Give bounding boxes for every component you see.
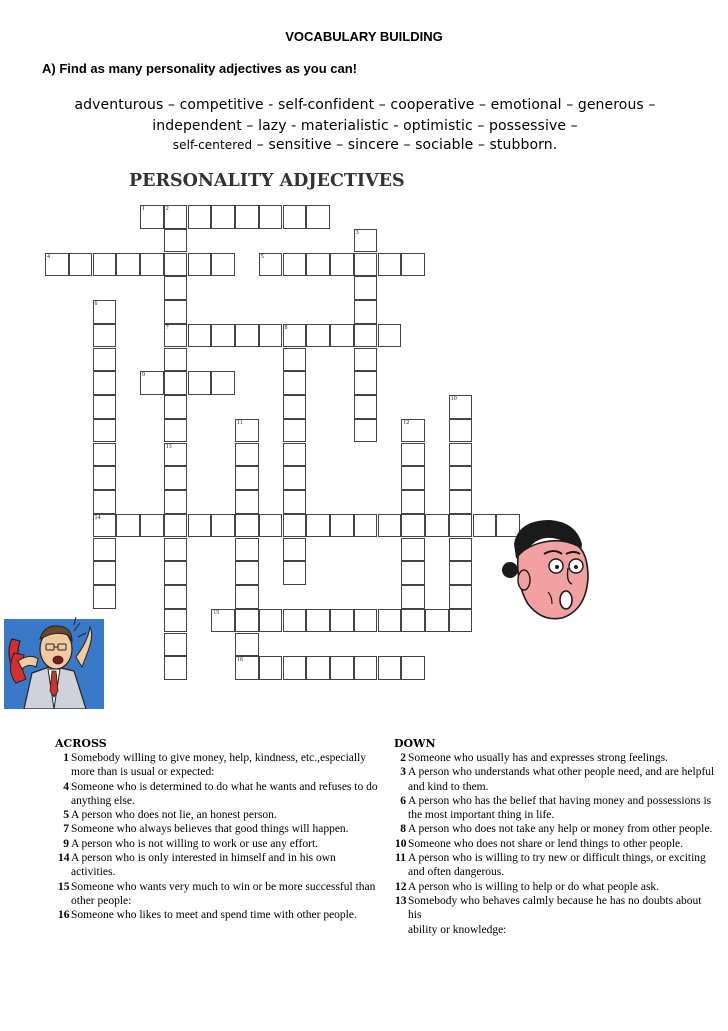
crossword-cell[interactable]	[401, 561, 425, 585]
crossword-cell[interactable]	[235, 609, 259, 633]
down-clue-2	[395, 751, 715, 765]
crossword-cell[interactable]	[354, 419, 378, 443]
crossword-cell[interactable]	[116, 253, 140, 277]
crossword-cell[interactable]	[93, 443, 117, 467]
crossword-cell[interactable]	[235, 656, 259, 680]
crossword-cell[interactable]	[235, 466, 259, 490]
crossword-cell[interactable]	[283, 443, 307, 467]
crossword-clue-number: 13	[165, 443, 172, 450]
crossword-cell[interactable]	[259, 324, 283, 348]
page-title: VOCABULARY BUILDING	[285, 29, 443, 44]
crossword-cell[interactable]	[401, 490, 425, 514]
clue-number: 11	[395, 852, 406, 865]
clue-text: A person who has the belief that having money and possessions is	[408, 794, 712, 807]
clue-text: and kind to them.	[408, 780, 489, 793]
crossword-cell[interactable]	[164, 205, 188, 229]
crossword-cell[interactable]	[235, 538, 259, 562]
crossword-cell[interactable]	[235, 419, 259, 443]
clue-text: A person who does not take any help or money from other people.	[408, 823, 713, 836]
crossword-cell[interactable]	[164, 466, 188, 490]
crossword-cell[interactable]	[401, 656, 425, 680]
crossword-cell[interactable]	[401, 419, 425, 443]
crossword-cell[interactable]	[164, 585, 188, 609]
crossword-clue-number: 7	[165, 324, 169, 331]
clue-text: Somebody willing to give money, help, kindness, etc.,especially	[71, 752, 367, 764]
crossword-cell[interactable]	[93, 253, 117, 277]
clue-text: Somebody who behaves calmly because he has no doubts about his	[408, 894, 702, 922]
crossword-cell[interactable]	[93, 395, 117, 419]
crossword-clue-number: 16	[237, 657, 243, 664]
crossword-cell[interactable]	[211, 514, 235, 538]
down-clue-13	[395, 894, 715, 937]
crossword-cell[interactable]	[425, 609, 449, 633]
crossword-cell[interactable]	[259, 253, 283, 277]
clue-number: 7	[63, 823, 69, 836]
crossword-cell[interactable]	[164, 229, 188, 253]
clue-text: A person who is willing to try new or difficult things, or exciting	[408, 852, 706, 865]
crossword-cell[interactable]	[164, 443, 188, 467]
crossword-cell[interactable]	[235, 633, 259, 657]
clue-number: 1	[63, 752, 69, 764]
clue-text: Someone who wants very much to win or be more successful than	[71, 880, 376, 893]
across-clues	[58, 751, 378, 923]
crossword-cell[interactable]	[283, 253, 307, 277]
crossword-cell[interactable]	[449, 514, 473, 538]
crossword-cell[interactable]	[164, 253, 188, 277]
crossword-cell[interactable]	[354, 300, 378, 324]
clue-text: ability or knowledge:	[408, 923, 507, 936]
crossword-clue-number: 12	[403, 419, 410, 426]
crossword-cell[interactable]	[449, 466, 473, 490]
down-clue-8	[395, 822, 715, 836]
crossword-cell[interactable]	[93, 371, 117, 395]
clue-text: Someone who usually has and expresses strong feelings.	[408, 752, 668, 764]
down-clues	[395, 751, 715, 937]
clue-text: activities.	[71, 866, 116, 879]
crossword-cell[interactable]	[354, 395, 378, 419]
crossword-clue-number: 5	[260, 253, 264, 260]
crossword-cell[interactable]	[259, 514, 283, 538]
crossword-cell[interactable]	[259, 609, 283, 633]
crossword-cell[interactable]	[283, 538, 307, 562]
down-clue-6	[395, 794, 715, 823]
task-instruction: A) Find as many personality adjectives as you can!	[42, 61, 357, 76]
crossword-cell[interactable]	[449, 538, 473, 562]
across-heading: ACROSS	[55, 737, 107, 750]
crossword-cell[interactable]	[449, 609, 473, 633]
crossword-cell[interactable]	[235, 561, 259, 585]
crossword-cell[interactable]	[401, 514, 425, 538]
down-clue-11	[395, 851, 715, 880]
crossword-cell[interactable]	[425, 514, 449, 538]
word-bank-line-3-rest: – sensitive – sincere – sociable – stubborn.	[252, 137, 558, 153]
crossword-cell[interactable]	[354, 371, 378, 395]
crossword-cell[interactable]	[93, 538, 117, 562]
crossword-cell[interactable]	[330, 656, 354, 680]
crossword-cell[interactable]	[188, 324, 212, 348]
crossword-cell[interactable]	[259, 205, 283, 229]
word-bank-line-3	[40, 137, 690, 153]
crossword-cell[interactable]	[401, 585, 425, 609]
crossword-cell[interactable]	[211, 253, 235, 277]
across-clue-16	[58, 908, 378, 922]
crossword-cell[interactable]	[164, 276, 188, 300]
crossword-cell[interactable]	[401, 253, 425, 277]
crossword-cell[interactable]	[283, 490, 307, 514]
crossword-clue-number: 10	[450, 396, 457, 402]
crossword-cell[interactable]	[116, 514, 140, 538]
clue-text: other people:	[71, 894, 132, 907]
crossword-cell[interactable]	[283, 371, 307, 395]
crossword-cell[interactable]	[140, 253, 164, 277]
crossword-cell[interactable]	[283, 514, 307, 538]
crossword-cell[interactable]	[283, 395, 307, 419]
crossword-cell[interactable]	[164, 561, 188, 585]
crossword-clue-number: 6	[94, 301, 98, 307]
crossword-cell[interactable]	[401, 466, 425, 490]
crossword-cell[interactable]	[378, 253, 402, 277]
across-clue-15	[58, 880, 378, 909]
crossword-clue-number: 9	[142, 372, 145, 379]
crossword-cell[interactable]	[164, 538, 188, 562]
crossword-cell[interactable]	[235, 324, 259, 348]
clue-text: Someone who does not share or lend things to other people.	[408, 837, 683, 850]
crossword-cell[interactable]	[283, 561, 307, 585]
crossword-cell[interactable]	[235, 443, 259, 467]
clue-number: 5	[63, 809, 69, 822]
across-clue-7	[58, 822, 378, 836]
crossword-cell[interactable]	[235, 514, 259, 538]
down-clue-12	[395, 880, 715, 894]
crossword-cell[interactable]	[306, 609, 330, 633]
crossword-clue-number: 15	[213, 609, 220, 616]
crossword-cell[interactable]	[449, 419, 473, 443]
down-clue-3	[395, 765, 715, 794]
crossword-cell[interactable]	[235, 585, 259, 609]
crossword-cell[interactable]	[259, 656, 283, 680]
crossword-clue-number: 4	[47, 253, 50, 260]
crossword-cell[interactable]	[378, 609, 402, 633]
across-clue-14	[58, 851, 378, 880]
crossword-cell[interactable]	[93, 490, 117, 514]
crossword-cell[interactable]	[235, 490, 259, 514]
crossword-cell[interactable]	[45, 253, 69, 277]
crossword-cell[interactable]	[330, 609, 354, 633]
clue-text: A person who does not lie, an honest person.	[71, 809, 277, 822]
crossword-cell[interactable]	[93, 466, 117, 490]
clue-text: Someone who is determined to do what he wants and refuses to do	[71, 780, 378, 793]
crossword-clue-number: 8	[284, 324, 288, 331]
crossword-cell[interactable]	[164, 656, 188, 680]
crossword-cell[interactable]	[164, 324, 188, 348]
clue-text: A person who is only interested in himself and in his own	[71, 852, 336, 865]
crossword-cell[interactable]	[188, 371, 212, 395]
crossword-cell[interactable]	[211, 324, 235, 348]
crossword-cell[interactable]	[211, 371, 235, 395]
clue-text: A person who understands what other people need, and are helpful	[408, 766, 715, 779]
crossword-cell[interactable]	[378, 514, 402, 538]
crossword-clue-number: 14	[94, 514, 101, 521]
crossword-cell[interactable]	[401, 538, 425, 562]
clue-number: 3	[400, 766, 406, 779]
word-bank-line-1: adventurous – competitive - self-confident – cooperative – emotional – generous –	[74, 97, 656, 113]
clue-number: 16	[58, 909, 70, 922]
crossword-cell[interactable]	[164, 514, 188, 538]
down-clue-10	[395, 837, 715, 851]
crossword-cell[interactable]	[401, 609, 425, 633]
crossword-cell[interactable]	[449, 395, 473, 419]
crossword-cell[interactable]	[69, 253, 93, 277]
man-on-phone-illustration	[4, 611, 104, 709]
crossword-cell[interactable]	[164, 490, 188, 514]
crossword-cell[interactable]	[330, 324, 354, 348]
crossword-cell[interactable]	[354, 253, 378, 277]
crossword-cell[interactable]	[283, 205, 307, 229]
crossword-cell[interactable]	[306, 324, 330, 348]
crossword-cell[interactable]	[93, 348, 117, 372]
crossword-cell[interactable]	[449, 585, 473, 609]
word-bank-word-self-centered: self-centered	[172, 138, 253, 152]
crossword-clue-number: 11	[237, 419, 243, 426]
crossword-cell[interactable]	[283, 609, 307, 633]
crossword-cell[interactable]	[473, 514, 497, 538]
crossword-cell[interactable]	[164, 348, 188, 372]
crossword-cell[interactable]	[188, 205, 212, 229]
crossword-cell[interactable]	[164, 609, 188, 633]
crossword-cell[interactable]	[93, 324, 117, 348]
crossword-cell[interactable]	[188, 253, 212, 277]
crossword-cell[interactable]	[211, 609, 235, 633]
crossword-cell[interactable]	[354, 229, 378, 253]
crossword-cell[interactable]	[354, 609, 378, 633]
crossword-cell[interactable]	[330, 253, 354, 277]
crossword-cell[interactable]	[306, 205, 330, 229]
across-clue-1	[58, 751, 378, 780]
crossword-cell[interactable]	[354, 656, 378, 680]
crossword-cell[interactable]	[306, 514, 330, 538]
crossword-cell[interactable]	[354, 348, 378, 372]
crossword-title: PERSONALITY ADJECTIVES	[129, 171, 405, 191]
clue-text: anything else.	[71, 794, 135, 807]
crossword-cell[interactable]	[140, 205, 164, 229]
crossword-cell[interactable]	[164, 419, 188, 443]
clue-number: 4	[63, 780, 69, 793]
crossword-cell[interactable]	[283, 348, 307, 372]
crossword-cell[interactable]	[401, 443, 425, 467]
crossword-cell[interactable]	[188, 514, 212, 538]
crossword-cell[interactable]	[140, 514, 164, 538]
crossword-cell[interactable]	[354, 276, 378, 300]
crossword-cell[interactable]	[306, 253, 330, 277]
clue-text: more than is usual or expected:	[71, 766, 215, 779]
clue-number: 15	[58, 880, 70, 893]
crossword-cell[interactable]	[211, 205, 235, 229]
crossword-cell[interactable]	[93, 585, 117, 609]
crossword-cell[interactable]	[283, 656, 307, 680]
crossword-cell[interactable]	[164, 371, 188, 395]
word-bank-line-2: independent – lazy - materialistic - optimistic – possessive –	[152, 118, 578, 134]
crossword-cell[interactable]	[449, 443, 473, 467]
crossword-cell[interactable]	[354, 324, 378, 348]
crossword-cell[interactable]	[164, 395, 188, 419]
across-clue-5	[58, 808, 378, 822]
crossword-cell[interactable]	[93, 561, 117, 585]
across-clue-9	[58, 837, 378, 851]
clue-number: 6	[400, 794, 406, 807]
clue-text: Someone who always believes that good things will happen.	[71, 823, 349, 836]
crossword-cell[interactable]	[306, 656, 330, 680]
crossword-cell[interactable]	[378, 324, 402, 348]
clue-number: 12	[395, 880, 407, 893]
down-heading: DOWN	[394, 737, 436, 750]
clue-number: 2	[400, 752, 406, 764]
clue-number: 9	[63, 837, 69, 850]
crossword-cell[interactable]	[378, 656, 402, 680]
crossword-cell[interactable]	[330, 514, 354, 538]
crossword-cell[interactable]	[164, 300, 188, 324]
clue-text: Someone who likes to meet and spend time with other people.	[71, 909, 357, 922]
crossword-cell[interactable]	[449, 561, 473, 585]
clue-text: the most important thing in life.	[408, 809, 555, 822]
crossword-cell[interactable]	[283, 324, 307, 348]
clue-number: 14	[58, 852, 70, 865]
crossword-cell[interactable]	[283, 419, 307, 443]
crossword-cell[interactable]	[164, 633, 188, 657]
crossword-clue-number: 3	[355, 229, 359, 236]
crossword-cell[interactable]	[93, 419, 117, 443]
clue-text: A person who is not willing to work or use any effort.	[71, 837, 319, 850]
across-clue-4	[58, 780, 378, 809]
clue-text: and often dangerous.	[408, 866, 505, 879]
crossword-cell[interactable]	[93, 514, 117, 538]
clue-number: 13	[395, 894, 407, 907]
crossword-cell[interactable]	[354, 514, 378, 538]
crossword-clue-number: 1	[142, 206, 145, 212]
crossword-cell[interactable]	[449, 490, 473, 514]
shocked-man-illustration	[496, 514, 602, 626]
clue-number: 10	[395, 837, 407, 850]
crossword-cell[interactable]	[235, 205, 259, 229]
crossword-cell[interactable]	[93, 300, 117, 324]
crossword-cell[interactable]	[140, 371, 164, 395]
clue-text: A person who is willing to help or do what people ask.	[408, 880, 660, 893]
crossword-clue-number: 2	[165, 206, 169, 212]
crossword-cell[interactable]	[283, 466, 307, 490]
clue-number: 8	[400, 823, 406, 836]
